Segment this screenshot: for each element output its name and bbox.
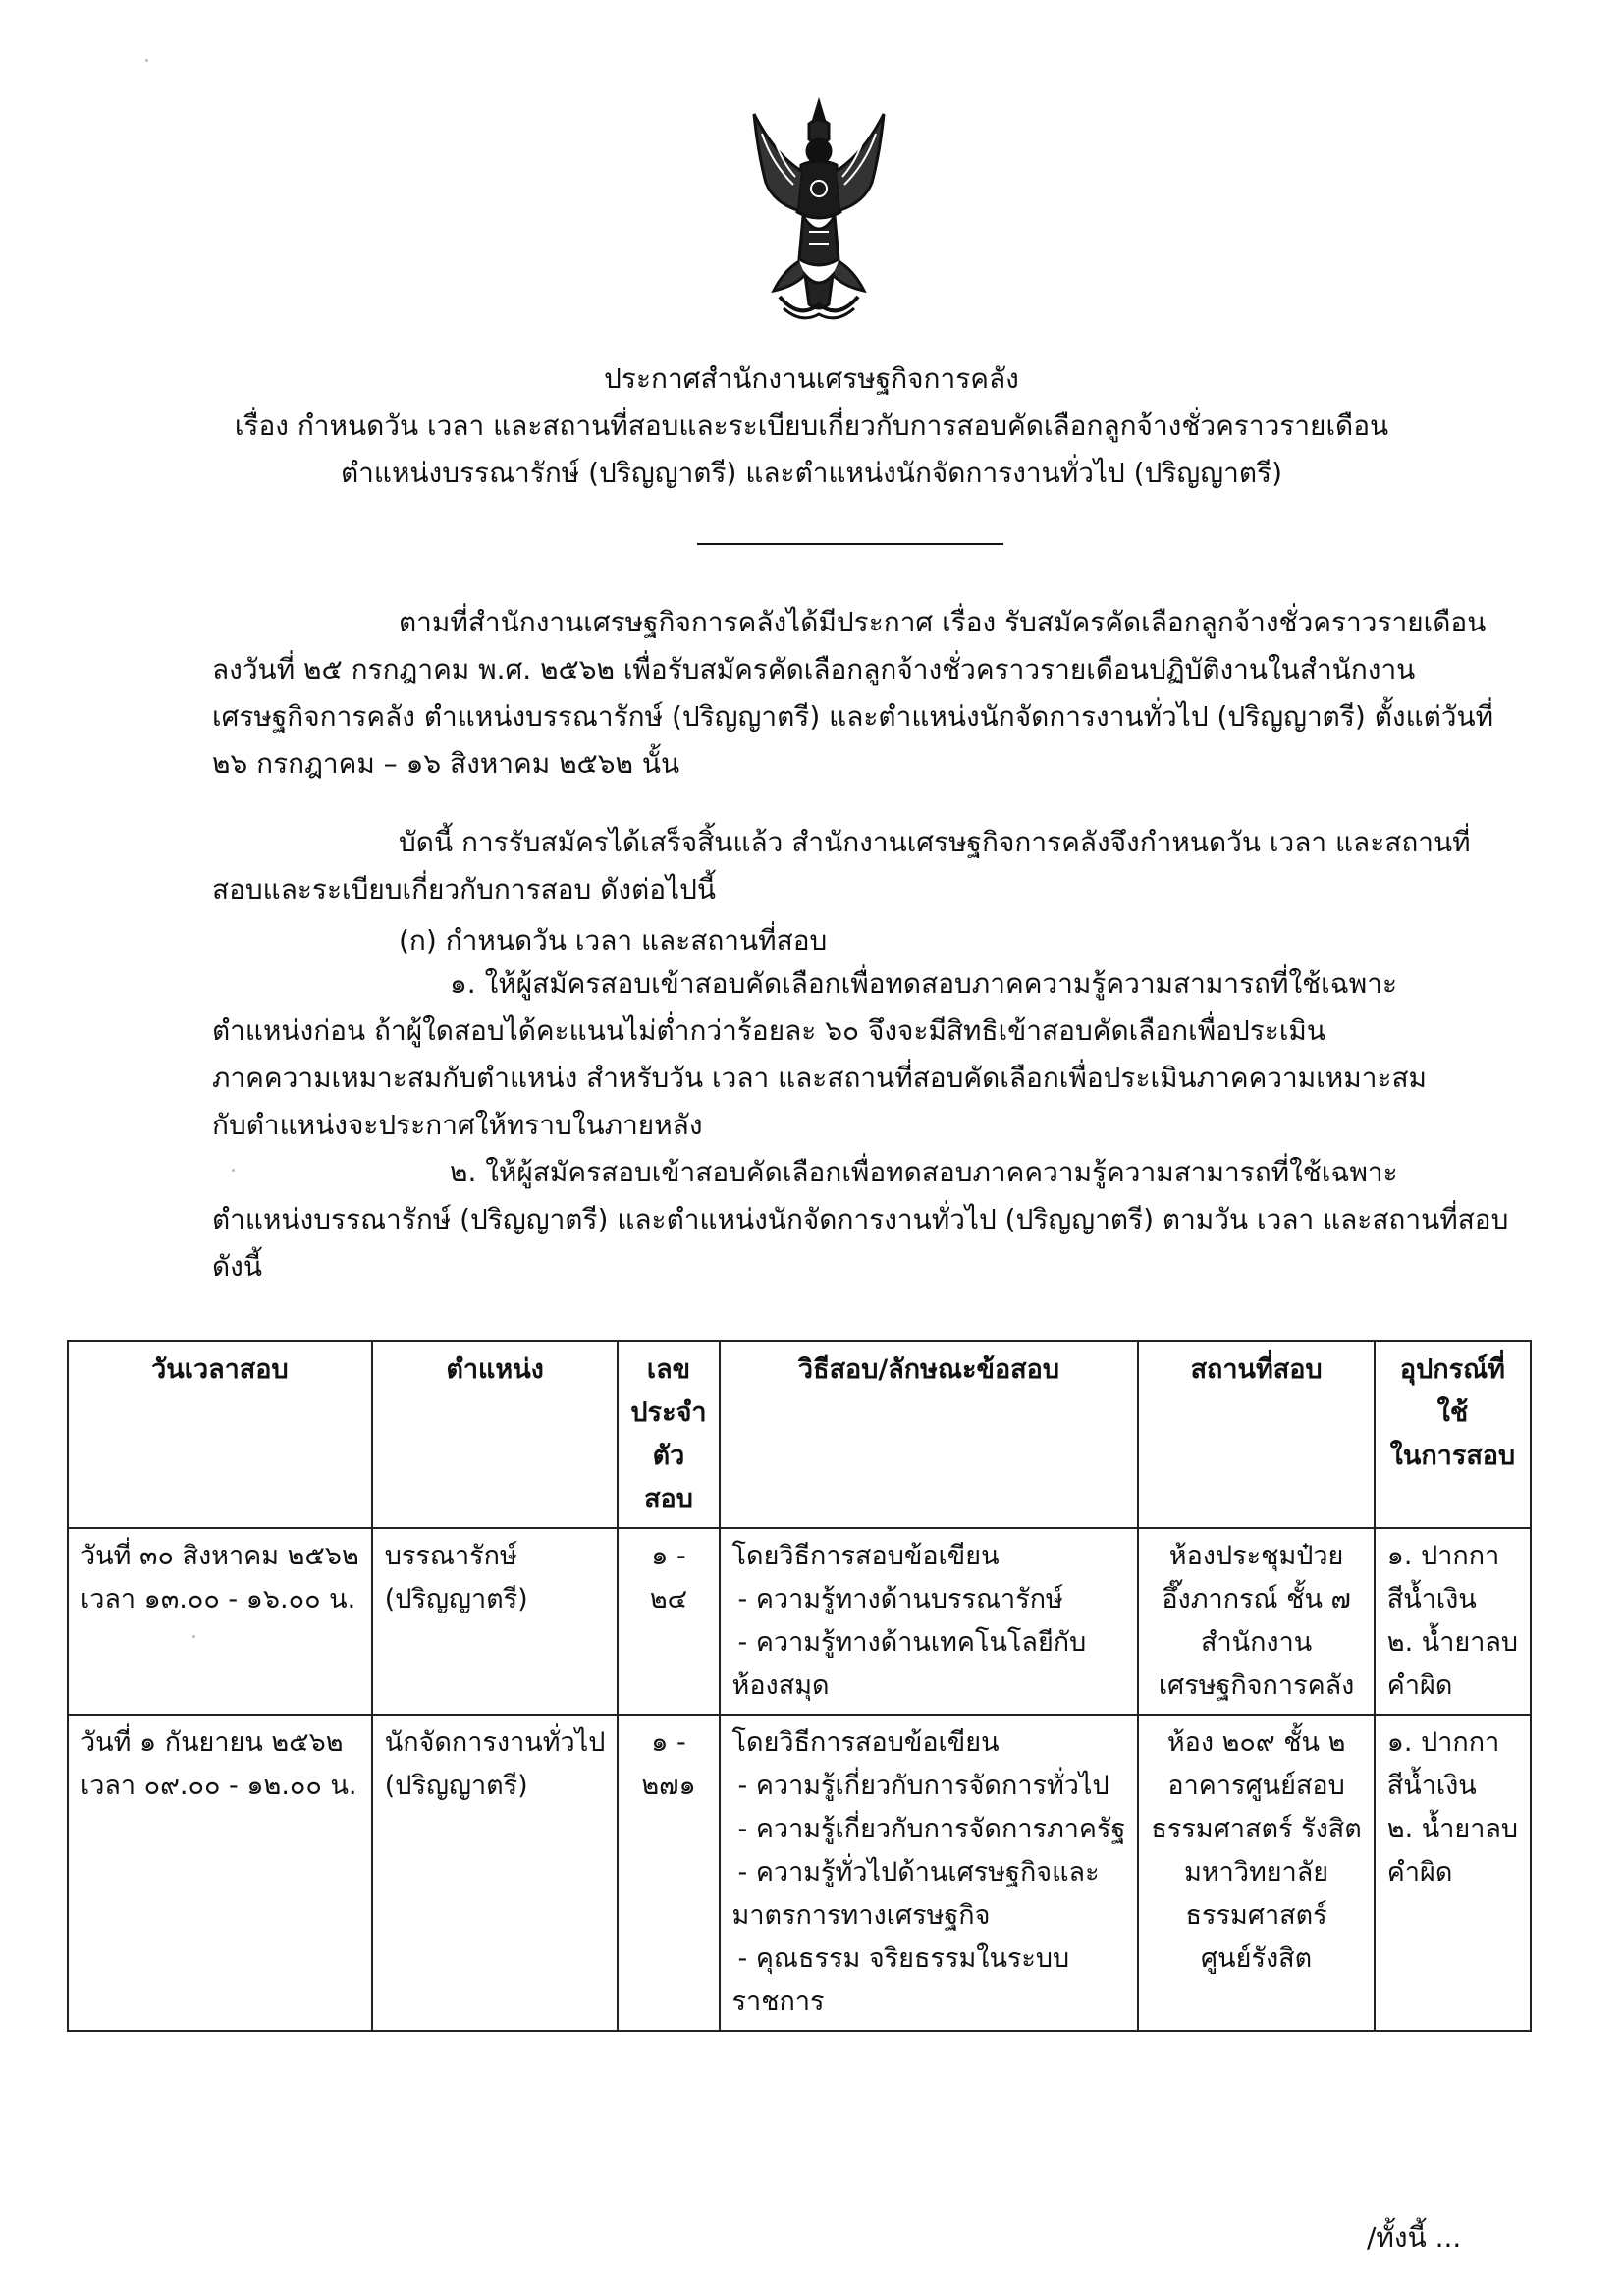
header-line: เลขประจำ xyxy=(630,1354,707,1428)
continuation-marker: /ทั้งนี้ ... xyxy=(1367,2221,1462,2254)
cell-line: สำนักงาน xyxy=(1200,1627,1313,1658)
header-method: วิธีสอบ/ลักษณะข้อสอบ xyxy=(720,1341,1139,1528)
header-equipment xyxy=(1375,1341,1531,1528)
cell-date xyxy=(68,1528,372,1715)
header-line: อุปกรณ์ที่ใช้ xyxy=(1399,1354,1505,1428)
cell-line: ธรรมศาสตร์ รังสิต xyxy=(1151,1814,1362,1844)
cell-line: อึ๊งภากรณ์ ชั้น ๗ xyxy=(1162,1584,1351,1614)
cell-position xyxy=(372,1528,619,1715)
cell-equipment xyxy=(1375,1528,1531,1715)
cell-line: โดยวิธีการสอบข้อเขียน xyxy=(731,1727,1000,1758)
cell-line: วันที่ ๑ กันยายน ๒๕๖๒ xyxy=(81,1727,344,1758)
cell-seat-no: ๑ - ๒๗๑ xyxy=(618,1715,719,2031)
cell-line: มหาวิทยาลัย xyxy=(1184,1857,1329,1887)
cell-line: - ความรู้เกี่ยวกับการจัดการทั่วไป xyxy=(737,1771,1109,1801)
header-date: วันเวลาสอบ xyxy=(68,1341,372,1528)
cell-line: เวลา ๐๙.๐๐ - ๑๒.๐๐ น. xyxy=(81,1771,357,1801)
header-line: ในการสอบ xyxy=(1389,1441,1516,1471)
title-divider xyxy=(697,543,1003,545)
cell-line: เวลา ๑๓.๐๐ - ๑๖.๐๐ น. xyxy=(81,1584,356,1614)
header-seat-no xyxy=(618,1341,719,1528)
cell-seat-no: ๑ - ๒๔ xyxy=(618,1528,719,1715)
cell-place xyxy=(1138,1715,1374,2031)
title-line-subject: เรื่อง กำหนดวัน เวลา และสถานที่สอบและระเบียบเกี่ยวกับการสอบคัดเลือกลูกจ้างชั่วคราวรายเดือน xyxy=(234,410,1389,442)
exam-schedule-table xyxy=(67,1340,1532,2032)
paragraph-line: ดังนี้ xyxy=(212,1250,262,1283)
garuda-emblem-icon xyxy=(744,94,893,326)
scan-speck xyxy=(232,1169,235,1172)
cell-method xyxy=(720,1715,1139,2031)
cell-line: อาคารศูนย์สอบ xyxy=(1167,1771,1345,1801)
cell-line: - ความรู้ทางด้านบรรณารักษ์ xyxy=(737,1584,1063,1614)
title-line-agency: ประกาศสำนักงานเศรษฐกิจการคลัง xyxy=(604,362,1019,395)
paragraph-line: ๑. ให้ผู้สมัครสอบเข้าสอบคัดเลือกเพื่อทดสอบภาคความรู้ความสามารถที่ใช้เฉพาะ xyxy=(450,967,1397,1000)
paragraph-line: ภาคความเหมาะสมกับตำแหน่ง สำหรับวัน เวลา และสถานที่สอบคัดเลือกเพื่อประเมินภาคความเหมาะสม xyxy=(212,1062,1428,1094)
cell-line: สีน้ำเงิน xyxy=(1386,1584,1477,1614)
cell-line: - คุณธรรม จริยธรรมในระบบ xyxy=(737,1943,1070,1974)
cell-line: มาตรการทางเศรษฐกิจ xyxy=(731,1900,991,1931)
table-header-row xyxy=(68,1341,1531,1528)
paragraph-line: เศรษฐกิจการคลัง ตำแหน่งบรรณารักษ์ (ปริญญาตรี) และตำแหน่งนักจัดการงานทั่วไป (ปริญญาตรี) ตั้งแต่วันที่ xyxy=(212,700,1494,733)
cell-line: - ความรู้เกี่ยวกับการจัดการภาครัฐ xyxy=(737,1814,1126,1844)
cell-place xyxy=(1138,1528,1374,1715)
cell-line: ๑. ปากกา xyxy=(1386,1727,1500,1758)
cell-line: ห้องสมุด xyxy=(731,1670,830,1701)
cell-line: ศูนย์รังสิต xyxy=(1201,1943,1313,1974)
header-position: ตำแหน่ง xyxy=(372,1341,619,1528)
cell-line: ๒. น้ำยาลบ xyxy=(1386,1814,1519,1844)
scan-speck xyxy=(145,59,148,62)
cell-line: เศรษฐกิจการคลัง xyxy=(1158,1670,1355,1701)
table-row xyxy=(68,1528,1531,1715)
section-a-heading: (ก) กำหนดวัน เวลา และสถานที่สอบ xyxy=(399,924,828,957)
table-row xyxy=(68,1715,1531,2031)
title-line-positions: ตำแหน่งบรรณารักษ์ (ปริญญาตรี) และตำแหน่งนักจัดการงานทั่วไป (ปริญญาตรี) xyxy=(341,457,1282,489)
cell-line: โดยวิธีการสอบข้อเขียน xyxy=(731,1541,1000,1571)
cell-line: ๒. น้ำยาลบ xyxy=(1386,1627,1519,1658)
cell-date xyxy=(68,1715,372,2031)
cell-line: (ปริญญาตรี) xyxy=(384,1771,528,1801)
cell-equipment xyxy=(1375,1715,1531,2031)
paragraph-background xyxy=(212,599,1493,788)
paragraph-line: ตำแหน่งก่อน ถ้าผู้ใดสอบได้คะแนนไม่ต่ำกว่าร้อยละ ๖๐ จึงจะมีสิทธิเข้าสอบคัดเลือกเพื่อประเมิน xyxy=(212,1014,1325,1047)
cell-line: ๑. ปากกา xyxy=(1386,1541,1500,1571)
paragraph-line: กับตำแหน่งจะประกาศให้ทราบในภายหลัง xyxy=(212,1109,703,1141)
paragraph-line: สอบและระเบียบเกี่ยวกับการสอบ ดังต่อไปนี้ xyxy=(212,873,717,905)
cell-line: ห้อง ๒๐๙ ชั้น ๒ xyxy=(1166,1727,1346,1758)
paragraph-line: ๒๖ กรกฎาคม – ๑๖ สิงหาคม ๒๕๖๒ นั้น xyxy=(212,747,680,780)
cell-line: (ปริญญาตรี) xyxy=(384,1584,528,1614)
cell-line: บรรณารักษ์ xyxy=(384,1541,517,1571)
header-line: ตัวสอบ xyxy=(644,1441,693,1514)
cell-line: นักจัดการงานทั่วไป xyxy=(384,1727,606,1758)
cell-line: คำผิด xyxy=(1386,1670,1453,1701)
scan-speck xyxy=(192,1635,195,1638)
announcement-title xyxy=(0,355,1623,497)
paragraph-line: ๒. ให้ผู้สมัครสอบเข้าสอบคัดเลือกเพื่อทดสอบภาคความรู้ความสามารถที่ใช้เฉพาะ xyxy=(450,1156,1398,1188)
cell-line: วันที่ ๓๐ สิงหาคม ๒๕๖๒ xyxy=(81,1541,359,1571)
cell-line: สีน้ำเงิน xyxy=(1386,1771,1477,1801)
cell-line: ธรรมศาสตร์ xyxy=(1185,1900,1327,1931)
cell-line: - ความรู้ทั่วไปด้านเศรษฐกิจและ xyxy=(737,1857,1100,1887)
cell-position xyxy=(372,1715,619,2031)
header-place: สถานที่สอบ xyxy=(1138,1341,1374,1528)
item-2 xyxy=(212,1149,1508,1290)
paragraph-line: ตามที่สำนักงานเศรษฐกิจการคลังได้มีประกาศ เรื่อง รับสมัครคัดเลือกลูกจ้างชั่วคราวรายเดือน xyxy=(399,606,1487,638)
cell-line: - ความรู้ทางด้านเทคโนโลยีกับ xyxy=(737,1627,1087,1658)
cell-method xyxy=(720,1528,1139,1715)
item-1 xyxy=(212,960,1427,1149)
cell-line: ราชการ xyxy=(731,1987,825,2017)
cell-line: ห้องประชุมป๋วย xyxy=(1168,1541,1344,1571)
paragraph-line: ลงวันที่ ๒๕ กรกฎาคม พ.ศ. ๒๕๖๒ เพื่อรับสมัครคัดเลือกลูกจ้างชั่วคราวรายเดือนปฏิบัติงานในสำนักงาน xyxy=(212,653,1416,685)
paragraph-announcement xyxy=(212,819,1471,913)
paragraph-line: บัดนี้ การรับสมัครได้เสร็จสิ้นแล้ว สำนักงานเศรษฐกิจการคลังจึงกำหนดวัน เวลา และสถานที่ xyxy=(399,826,1471,858)
paragraph-line: ตำแหน่งบรรณารักษ์ (ปริญญาตรี) และตำแหน่งนักจัดการงานทั่วไป (ปริญญาตรี) ตามวัน เวลา และสถานที่สอบ xyxy=(212,1203,1509,1235)
cell-line: คำผิด xyxy=(1386,1857,1453,1887)
